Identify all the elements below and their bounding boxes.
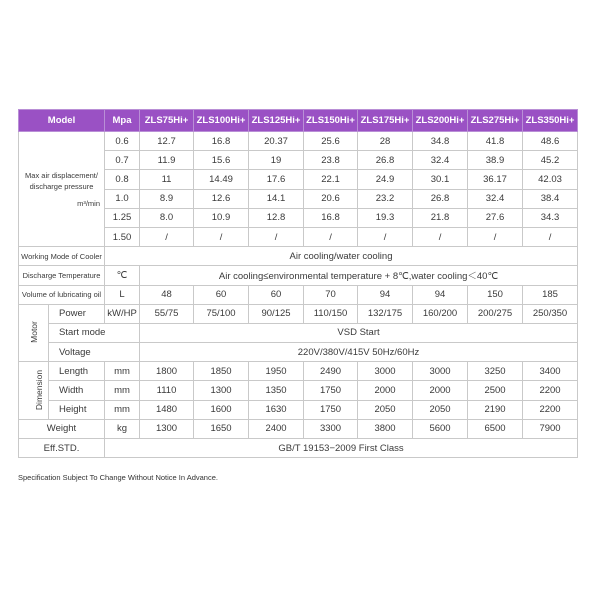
value-cell: 150 bbox=[468, 285, 523, 304]
header-unit: Mpa bbox=[105, 110, 140, 132]
value-cell: 3000 bbox=[358, 362, 413, 381]
value-cell: 11 bbox=[140, 170, 194, 189]
value-cell: 25.6 bbox=[304, 132, 358, 151]
value-cell: 2000 bbox=[358, 381, 413, 400]
value-cell: 94 bbox=[358, 285, 413, 304]
value-cell: 6500 bbox=[468, 419, 523, 438]
motor-group-label bbox=[19, 304, 49, 362]
dimension-width-label: Width bbox=[49, 381, 105, 400]
displacement-label-line2: discharge pressure bbox=[29, 181, 94, 191]
motor-voltage-label: Voltage bbox=[49, 343, 140, 362]
header-model: Model bbox=[19, 110, 105, 132]
value-cell: 21.8 bbox=[413, 208, 468, 227]
value-cell: 16.8 bbox=[304, 208, 358, 227]
value-cell: 27.6 bbox=[468, 208, 523, 227]
value-cell: 11.9 bbox=[140, 151, 194, 170]
value-cell: 12.7 bbox=[140, 132, 194, 151]
dimension-length-unit: mm bbox=[105, 362, 140, 381]
value-cell: 94 bbox=[413, 285, 468, 304]
value-cell: 10.9 bbox=[194, 208, 249, 227]
header-model-name: ZLS100Hi+ bbox=[194, 110, 249, 132]
value-cell: / bbox=[523, 227, 578, 246]
cooler-value: Air cooling/water cooling bbox=[105, 247, 578, 266]
lubricating-oil-row bbox=[19, 285, 578, 304]
lubricating-oil-unit: L bbox=[105, 285, 140, 304]
header-model-name: ZLS125Hi+ bbox=[249, 110, 304, 132]
dimension-height-label: Height bbox=[49, 400, 105, 419]
value-cell: 1750 bbox=[304, 381, 358, 400]
value-cell: 2200 bbox=[523, 400, 578, 419]
discharge-temp-value: Air cooling≤environmental temperature + 8℃,water cooling＜40℃ bbox=[140, 266, 578, 285]
value-cell: 110/150 bbox=[304, 304, 358, 323]
value-cell: 34.8 bbox=[413, 132, 468, 151]
value-cell: / bbox=[194, 227, 249, 246]
value-cell: 8.9 bbox=[140, 189, 194, 208]
value-cell: / bbox=[468, 227, 523, 246]
value-cell: 1300 bbox=[194, 381, 249, 400]
value-cell: 3000 bbox=[413, 362, 468, 381]
value-cell: 24.9 bbox=[358, 170, 413, 189]
value-cell: 2000 bbox=[413, 381, 468, 400]
motor-power-unit: kW/HP bbox=[105, 304, 140, 323]
eff-label: Eff.STD. bbox=[19, 439, 105, 458]
lubricating-oil-label: Volume of lubricating oil bbox=[19, 285, 105, 304]
value-cell: / bbox=[358, 227, 413, 246]
value-cell: 45.2 bbox=[523, 151, 578, 170]
value-cell: 5600 bbox=[413, 419, 468, 438]
value-cell: 132/175 bbox=[358, 304, 413, 323]
value-cell: 19.3 bbox=[358, 208, 413, 227]
value-cell: 12.6 bbox=[194, 189, 249, 208]
value-cell: 20.37 bbox=[249, 132, 304, 151]
header-model-name: ZLS200Hi+ bbox=[413, 110, 468, 132]
value-cell: 15.6 bbox=[194, 151, 249, 170]
value-cell: 17.6 bbox=[249, 170, 304, 189]
value-cell: 1750 bbox=[304, 400, 358, 419]
value-cell: 1300 bbox=[140, 419, 194, 438]
value-cell: 23.2 bbox=[358, 189, 413, 208]
value-cell: 34.3 bbox=[523, 208, 578, 227]
weight-unit: kg bbox=[105, 419, 140, 438]
displacement-label-line1: Max air displacement/ bbox=[25, 170, 98, 180]
dimension-length-row bbox=[19, 362, 578, 381]
weight-label: Weight bbox=[19, 419, 105, 438]
motor-voltage-value: 220V/380V/415V 50Hz/60Hz bbox=[140, 343, 578, 362]
header-model-name: ZLS275Hi+ bbox=[468, 110, 523, 132]
displacement-label bbox=[19, 132, 105, 247]
dimension-length-label: Length bbox=[49, 362, 105, 381]
dimension-group-text: Dimension bbox=[34, 369, 45, 411]
pressure-cell: 0.8 bbox=[105, 170, 140, 189]
value-cell: 185 bbox=[523, 285, 578, 304]
value-cell: 3250 bbox=[468, 362, 523, 381]
motor-start-label: Start mode bbox=[49, 323, 140, 342]
motor-power-label: Power bbox=[49, 304, 105, 323]
value-cell: 3400 bbox=[523, 362, 578, 381]
value-cell: 23.8 bbox=[304, 151, 358, 170]
value-cell: 19 bbox=[249, 151, 304, 170]
value-cell: 2500 bbox=[468, 381, 523, 400]
value-cell: 1350 bbox=[249, 381, 304, 400]
value-cell: 42.03 bbox=[523, 170, 578, 189]
pressure-cell: 0.6 bbox=[105, 132, 140, 151]
footnote: Specification Subject To Change Without Notice In Advance. bbox=[18, 473, 218, 482]
value-cell: 26.8 bbox=[358, 151, 413, 170]
value-cell: 90/125 bbox=[249, 304, 304, 323]
discharge-temp-label: Discharge Temperature bbox=[19, 266, 105, 285]
header-model-name: ZLS175Hi+ bbox=[358, 110, 413, 132]
value-cell: 22.1 bbox=[304, 170, 358, 189]
dimension-group-label bbox=[19, 362, 49, 420]
value-cell: 28 bbox=[358, 132, 413, 151]
value-cell: 48.6 bbox=[523, 132, 578, 151]
value-cell: 3300 bbox=[304, 419, 358, 438]
value-cell: 2050 bbox=[413, 400, 468, 419]
value-cell: 36.17 bbox=[468, 170, 523, 189]
cooler-row bbox=[19, 247, 578, 266]
header-row bbox=[19, 110, 578, 132]
motor-start-row bbox=[19, 323, 578, 342]
value-cell: 3800 bbox=[358, 419, 413, 438]
value-cell: 2200 bbox=[523, 381, 578, 400]
motor-group-text: Motor bbox=[28, 321, 39, 344]
value-cell: / bbox=[304, 227, 358, 246]
motor-power-row bbox=[19, 304, 578, 323]
value-cell: 1600 bbox=[194, 400, 249, 419]
value-cell: 7900 bbox=[523, 419, 578, 438]
value-cell: 41.8 bbox=[468, 132, 523, 151]
value-cell: / bbox=[413, 227, 468, 246]
discharge-temp-row bbox=[19, 266, 578, 285]
motor-voltage-row bbox=[19, 343, 578, 362]
value-cell: 1480 bbox=[140, 400, 194, 419]
cooler-label: Working Mode of Cooler bbox=[19, 247, 105, 266]
header-model-name: ZLS150Hi+ bbox=[304, 110, 358, 132]
value-cell: 60 bbox=[249, 285, 304, 304]
value-cell: 14.49 bbox=[194, 170, 249, 189]
value-cell: 2400 bbox=[249, 419, 304, 438]
value-cell: 1950 bbox=[249, 362, 304, 381]
value-cell: 38.4 bbox=[523, 189, 578, 208]
value-cell: 55/75 bbox=[140, 304, 194, 323]
eff-row bbox=[19, 439, 578, 458]
eff-value: GB/T 19153−2009 First Class bbox=[105, 439, 578, 458]
dimension-width-row bbox=[19, 381, 578, 400]
value-cell: 8.0 bbox=[140, 208, 194, 227]
value-cell: 2490 bbox=[304, 362, 358, 381]
motor-start-value: VSD Start bbox=[140, 323, 578, 342]
value-cell: 1650 bbox=[194, 419, 249, 438]
spec-table-container bbox=[18, 109, 577, 458]
value-cell: 30.1 bbox=[413, 170, 468, 189]
value-cell: 12.8 bbox=[249, 208, 304, 227]
value-cell: 2190 bbox=[468, 400, 523, 419]
value-cell: 2050 bbox=[358, 400, 413, 419]
dimension-height-row bbox=[19, 400, 578, 419]
value-cell: 1850 bbox=[194, 362, 249, 381]
value-cell: 48 bbox=[140, 285, 194, 304]
value-cell: 26.8 bbox=[413, 189, 468, 208]
value-cell: 38.9 bbox=[468, 151, 523, 170]
displacement-label-unit: m³/min bbox=[77, 198, 101, 208]
header-model-name: ZLS75Hi+ bbox=[140, 110, 194, 132]
pressure-cell: 0.7 bbox=[105, 151, 140, 170]
value-cell: / bbox=[249, 227, 304, 246]
dimension-height-unit: mm bbox=[105, 400, 140, 419]
value-cell: / bbox=[140, 227, 194, 246]
value-cell: 75/100 bbox=[194, 304, 249, 323]
value-cell: 1800 bbox=[140, 362, 194, 381]
value-cell: 14.1 bbox=[249, 189, 304, 208]
value-cell: 32.4 bbox=[468, 189, 523, 208]
dimension-width-unit: mm bbox=[105, 381, 140, 400]
weight-row bbox=[19, 419, 578, 438]
value-cell: 32.4 bbox=[413, 151, 468, 170]
pressure-cell: 1.0 bbox=[105, 189, 140, 208]
value-cell: 250/350 bbox=[523, 304, 578, 323]
spec-table bbox=[18, 109, 578, 458]
displacement-row bbox=[19, 132, 578, 151]
value-cell: 160/200 bbox=[413, 304, 468, 323]
header-model-name: ZLS350Hi+ bbox=[523, 110, 578, 132]
pressure-cell: 1.50 bbox=[105, 227, 140, 246]
value-cell: 60 bbox=[194, 285, 249, 304]
value-cell: 20.6 bbox=[304, 189, 358, 208]
discharge-temp-unit: ℃ bbox=[105, 266, 140, 285]
value-cell: 16.8 bbox=[194, 132, 249, 151]
value-cell: 70 bbox=[304, 285, 358, 304]
value-cell: 1630 bbox=[249, 400, 304, 419]
value-cell: 200/275 bbox=[468, 304, 523, 323]
value-cell: 1110 bbox=[140, 381, 194, 400]
pressure-cell: 1.25 bbox=[105, 208, 140, 227]
